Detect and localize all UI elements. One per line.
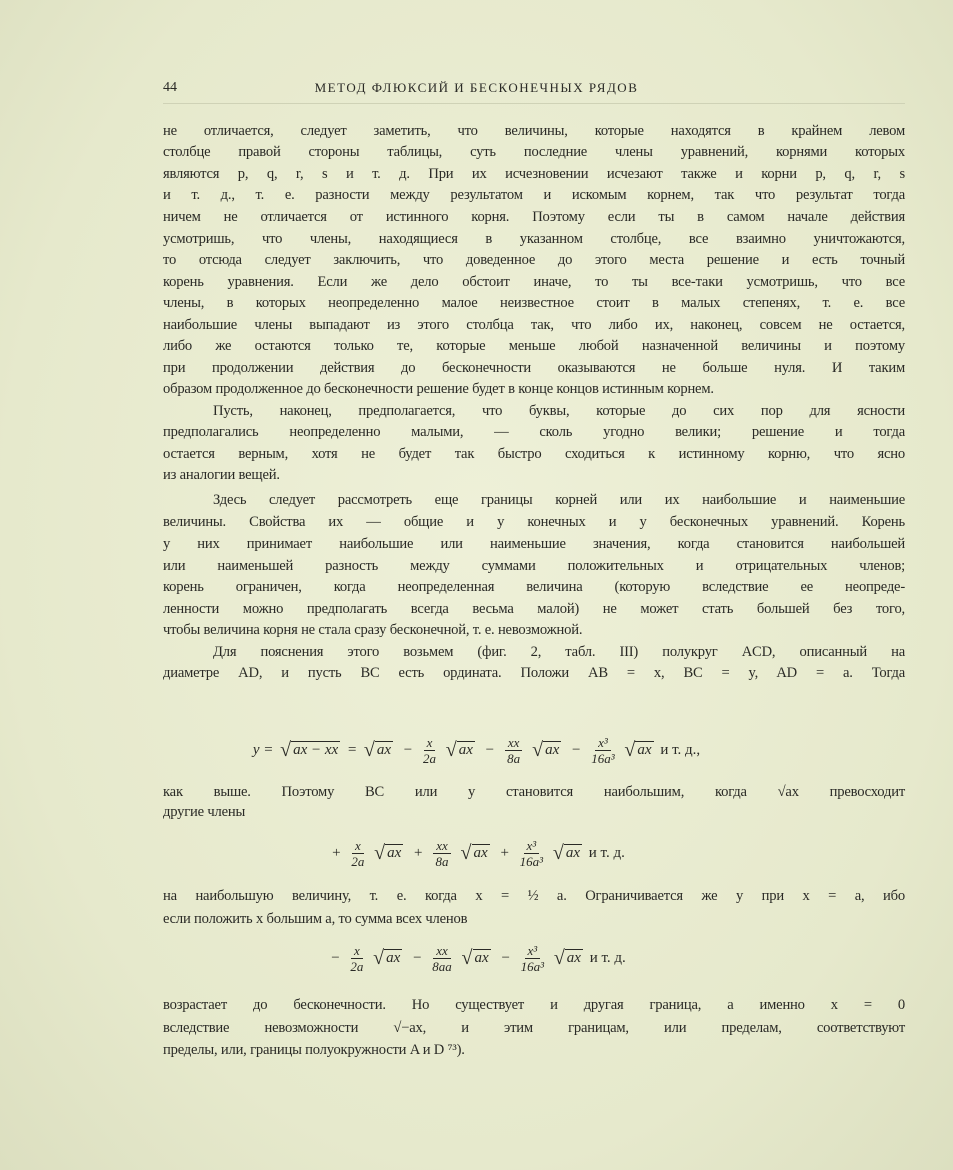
- text-line: то отсюда следует заключить, что доведенное до этого места решение и есть точный: [163, 252, 905, 268]
- text-line: ленности можно предполагать всегда весьма малой) не может стать большей без того,: [163, 601, 905, 617]
- denominator: 8a: [435, 854, 449, 869]
- formula: [0, 838, 953, 869]
- fraction: [520, 838, 543, 869]
- text-line: и т. д., т. е. разности между результатом и искомым корнем, так что результат тогда: [163, 187, 905, 203]
- formula: [0, 943, 953, 974]
- page-number: 44: [163, 80, 177, 95]
- denominator: 2a: [351, 854, 365, 869]
- numerator: xx: [433, 943, 451, 959]
- text-line: у них принимает наибольшие или наименьшие значения, когда становится наибольшей: [163, 536, 905, 552]
- radical-icon: √: [373, 946, 385, 969]
- radical-icon: √: [461, 946, 473, 969]
- header-rule: [163, 103, 905, 104]
- square-root: [461, 842, 490, 865]
- numerator: x³: [525, 943, 541, 959]
- formula-text: и т. д.: [589, 949, 626, 966]
- square-root: [446, 739, 475, 762]
- fraction: [591, 735, 614, 766]
- denominator: 2a: [350, 959, 364, 974]
- text-line: пределы, или, границы полуокружности A и D ⁷³).: [163, 1042, 465, 1058]
- radicand: ax: [566, 949, 581, 966]
- operator: −: [331, 949, 340, 966]
- radicand: ax − xx: [293, 741, 339, 758]
- text-line: столбце правой стороны таблицы, суть последние члены уравнений, корнями которых: [163, 144, 905, 160]
- numerator: x³: [595, 735, 611, 751]
- operator: −: [413, 949, 422, 966]
- denominator: 16a³: [591, 751, 615, 766]
- square-root: [364, 739, 393, 762]
- operator: −: [501, 949, 510, 966]
- radicand: ax: [637, 741, 652, 758]
- formula-text: y =: [252, 741, 274, 758]
- radicand: ax: [565, 844, 580, 861]
- operator: −: [485, 741, 495, 758]
- fraction: [351, 838, 364, 869]
- text-line: Для пояснения этого возьмем (фиг. 2, табл. III) полукруг ACD, описанный на: [213, 644, 905, 660]
- formula-text: и т. д.,: [660, 741, 701, 758]
- square-root: [462, 947, 491, 970]
- text-line: чтобы величина корня не стала сразу бесконечной, т. е. невозможной.: [163, 622, 583, 638]
- text-line: на наибольшую величину, т. е. когда x = ½ a. Ограничивается же y при x = a, ибо: [163, 888, 905, 904]
- text-line: ничем не отличается от истинного корня. Поэтому если ты в самом начале действия: [163, 209, 905, 225]
- radicand: ax: [458, 741, 473, 758]
- text-line: члены, в которых неопределенно малое неизвестное стоит в малых степенях, т. е. все: [163, 295, 905, 311]
- operator: −: [403, 741, 413, 758]
- radical-icon: √: [624, 738, 636, 761]
- formula-text: и т. д.: [588, 844, 625, 861]
- text-line: Здесь следует рассмотреть еще границы корней или их наибольшие и наименьшие: [213, 492, 905, 508]
- square-root: [553, 842, 582, 865]
- text-line: усмотришь, что члены, находящиеся в указанном столбце, все взаимно уничтожаются,: [163, 231, 905, 247]
- text-line: корень уравнения. Если же дело обстоит иначе, то ты все-таки усмотришь, что все: [163, 274, 905, 290]
- radical-icon: √: [552, 841, 564, 864]
- radical-icon: √: [363, 738, 375, 761]
- radical-icon: √: [445, 738, 457, 761]
- text-line: либо же остаются только те, которые меньше любой назначенной величины и поэтому: [163, 338, 905, 354]
- text-line: не отличается, следует заметить, что величины, которые находятся в крайнем левом: [163, 123, 905, 139]
- radical-icon: √: [460, 841, 472, 864]
- text-line: диаметре AD, и пусть BC есть ордината. Положи AB = x, BC = y, AD = a. Тогда: [163, 665, 905, 681]
- square-root: [554, 947, 583, 970]
- radicand: ax: [386, 949, 401, 966]
- denominator: 8a: [507, 751, 521, 766]
- radical-icon: √: [532, 738, 544, 761]
- text-line: из аналогии вещей.: [163, 467, 280, 483]
- radicand: ax: [376, 741, 391, 758]
- numerator: x: [351, 943, 363, 959]
- denominator: 2a: [422, 751, 436, 766]
- square-root: [532, 739, 561, 762]
- radicand: ax: [474, 949, 489, 966]
- fraction: [432, 943, 452, 974]
- formula: [0, 735, 953, 766]
- square-root: [280, 739, 340, 762]
- text-line: если положить x большим a, то сумма всех членов: [163, 911, 468, 927]
- denominator: 8aa: [432, 959, 452, 974]
- text-line: вследствие невозможности √−ax, и этим границам, или пределам, соответствуют: [163, 1020, 905, 1036]
- text-line: предполагались неопределенно малыми, — сколь угодно велики; решение и тогда: [163, 424, 905, 440]
- radical-icon: √: [553, 946, 565, 969]
- fraction: [423, 735, 436, 766]
- radical-icon: √: [280, 738, 292, 761]
- text-line: наибольшие члены выпадают из этого столбца так, что либо их, наконец, совсем не остается,: [163, 317, 905, 333]
- operator: −: [572, 741, 581, 758]
- radicand: ax: [387, 844, 402, 861]
- text-line: остается верным, хотя не будет так быстро сходиться к истинному корню, что ясно: [163, 446, 905, 462]
- numerator: x: [352, 838, 364, 854]
- text-line: или наименьшей разность между суммами положительных и отрицательных членов;: [163, 558, 905, 574]
- denominator: 16a³: [520, 959, 545, 974]
- fraction: [521, 943, 544, 974]
- square-root: [624, 739, 653, 762]
- text-line: Пусть, наконец, предполагается, что буквы, которые до сих пор для ясности: [213, 403, 905, 419]
- fraction: [350, 943, 363, 974]
- formula-text: =: [346, 741, 358, 758]
- radical-icon: √: [374, 841, 386, 864]
- radicand: ax: [545, 741, 560, 758]
- numerator: xx: [433, 838, 451, 854]
- numerator: xx: [505, 735, 523, 751]
- text-line: другие члены: [163, 804, 246, 820]
- operator: +: [332, 844, 341, 861]
- text-line: корень ограничен, когда неопределенная величина (которую вследствие ее неопреде-: [163, 579, 905, 595]
- radicand: ax: [473, 844, 488, 861]
- fraction: [505, 735, 523, 766]
- denominator: 16a³: [519, 854, 544, 869]
- running-title: МЕТОД ФЛЮКСИЙ И БЕСКОНЕЧНЫХ РЯДОВ: [314, 80, 639, 95]
- text-line: как выше. Поэтому BC или y становится наибольшим, когда √ax превосходит: [163, 784, 905, 800]
- text-line: образом продолженное до бесконечности решение будет в конце концов истинным корнем.: [163, 381, 714, 397]
- text-line: при продолжении действия до бесконечности оказываются не больше нуля. И таким: [163, 360, 905, 376]
- operator: +: [500, 844, 509, 861]
- square-root: [373, 947, 402, 970]
- numerator: x: [424, 735, 436, 751]
- text-line: возрастает до бесконечности. Но существует и другая граница, а именно x = 0: [163, 997, 905, 1013]
- fraction: [433, 838, 451, 869]
- text-line: являются p, q, r, s и т. д. При их исчезновении исчезают также и корни p, q, r, s: [163, 166, 905, 182]
- text-line: величины. Свойства их — общие и у конечных и у бесконечных уравнений. Корень: [163, 514, 905, 530]
- square-root: [374, 842, 403, 865]
- numerator: x³: [524, 838, 540, 854]
- operator: +: [414, 844, 423, 861]
